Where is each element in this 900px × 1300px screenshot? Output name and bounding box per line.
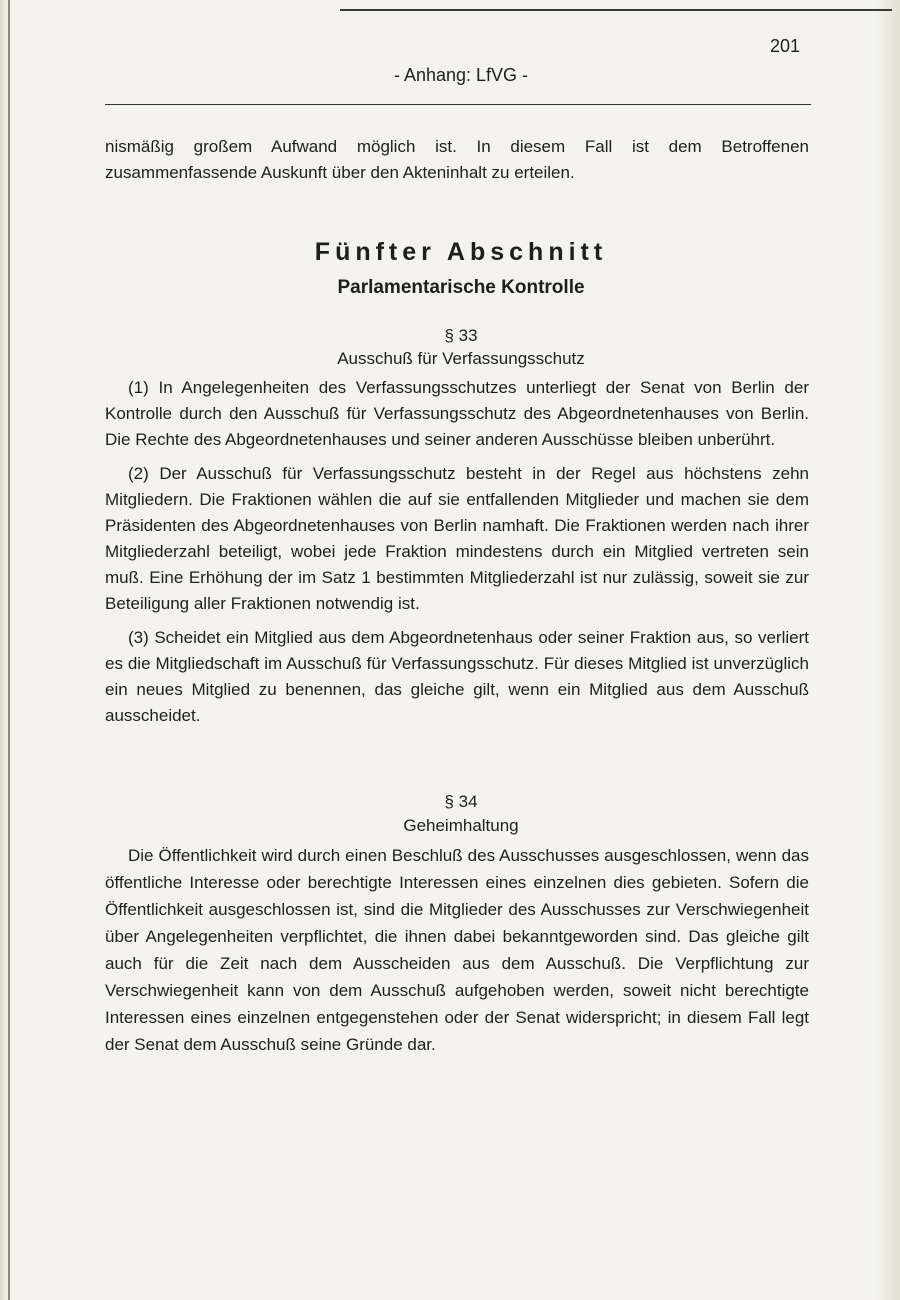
para-33-body [105,375,809,729]
para-34-body [105,842,809,1058]
para-33-title: Ausschuß für Verfassungsschutz [337,349,585,368]
para-33-subsection-2: (2) Der Ausschuß für Verfassungsschutz besteht in der Regel aus höchstens zehn Mitgliedern. Die Fraktionen wählen die auf sie entfallenden Mitglieder und machen sie dem Präsidenten des Abgeordnetenhauses von Berlin namhaft. Die Fraktionen werden nach ihrer Mitgliederzahl beteiligt, wobei jede Fraktion mindestens durch ein Mitglied vertreten sein muß. Eine Erhöhung der im Satz 1 bestimmten Mitgliederzahl ist nur zulässig, soweit sie zur Beteiligung aller Fraktionen notwendig ist. [105,464,809,613]
binding-spine [8,0,10,1300]
page-number: 201 [770,36,801,56]
continuation-paragraph: nismäßig großem Aufwand möglich ist. In diesem Fall ist dem Betroffenen zusammenfassende Auskunft über den Akteninhalt zu erteilen. [105,137,809,182]
para-34-number: § 34 [444,792,478,811]
section-heading: Fünfter Abschnitt [314,238,608,266]
continuation-text-block [105,134,809,186]
para-34-title: Geheimhaltung [403,816,519,835]
top-rule [340,9,892,11]
page-edge-right [876,0,900,1300]
header-rule [105,104,811,105]
para-33-number: § 33 [444,326,478,345]
running-head: - Anhang: LfVG - [393,65,529,85]
section-subheading: Parlamentarische Kontrolle [337,277,585,298]
para-34-text: Die Öffentlichkeit wird durch einen Beschluß des Ausschusses ausgeschlossen, wenn das öffentliche Interesse oder berechtigte Interessen eines einzelnen dies gebieten. Sofern die Öffentlichkeit ausgeschlossen ist, sind die Mitglieder des Ausschusses zur Verschwiegenheit über Angelegenheiten verpflichtet, die ihnen dabei bekanntgeworden sind. Das gleiche gilt auch für die Zeit nach dem Ausscheiden aus dem Ausschuß. Die Verpflichtung zur Verschwiegenheit kann von dem Ausschuß aufgehoben werden, soweit nicht berechtigte Interessen eines einzelnen entgegenstehen oder der Senat widerspricht; in diesem Fall legt der Senat dem Ausschuß seine Gründe dar. [105,846,809,1054]
para-33-subsection-3: (3) Scheidet ein Mitglied aus dem Abgeordnetenhaus oder seiner Fraktion aus, so verliert es die Mitgliedschaft im Ausschuß für Verfassungsschutz. Für dieses Mitglied ist unverzüglich ein neues Mitglied zu benennen, das gleiche gilt, wenn ein Mitglied aus dem Ausschuß ausscheidet. [105,628,809,725]
para-33-subsection-1: (1) In Angelegenheiten des Verfassungsschutzes unterliegt der Senat von Berlin der Kontrolle durch den Ausschuß für Verfassungsschutz des Abgeordnetenhauses von Berlin. Die Rechte des Abgeordnetenhauses und seiner anderen Ausschüsse bleiben unberührt. [105,378,809,449]
